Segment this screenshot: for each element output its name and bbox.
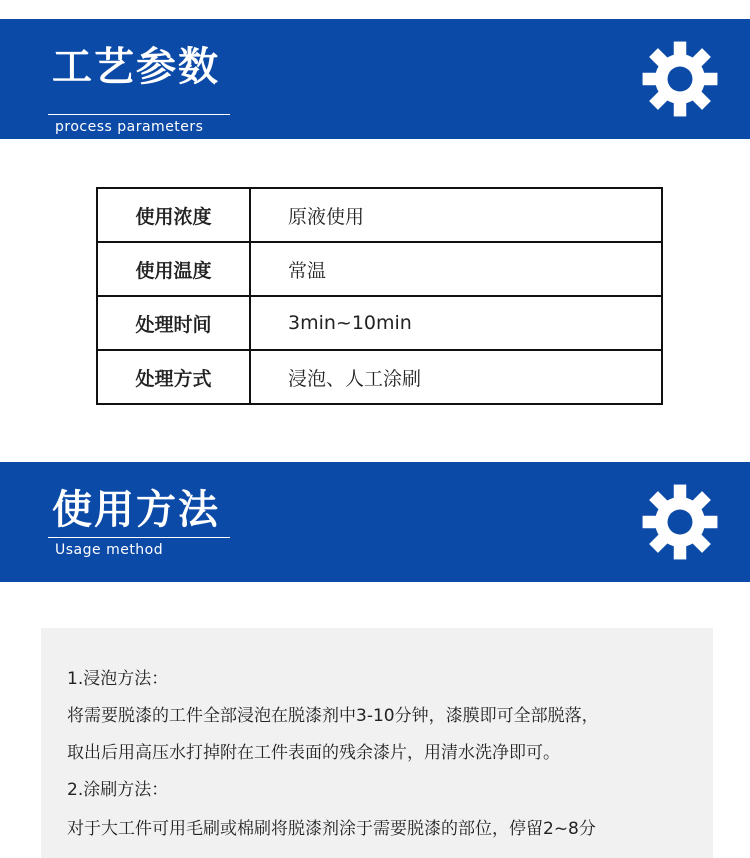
- title-underline: [48, 537, 230, 538]
- param-value: 3min~10min: [250, 296, 662, 350]
- table-row: [97, 242, 662, 296]
- method-text-line: 取出后用高压水打掉附在工件表面的残余漆片，用清水洗净即可。: [67, 743, 560, 763]
- gear-icon: [641, 483, 719, 561]
- section-title: 工艺参数: [52, 44, 220, 90]
- parameters-table: [96, 187, 663, 405]
- param-key: 使用温度: [97, 242, 250, 296]
- section-subtitle: process parameters: [55, 119, 204, 135]
- param-key: 处理时间: [97, 296, 250, 350]
- usage-method-panel: [41, 628, 713, 858]
- section-banner-usage-method: [0, 462, 750, 582]
- method-heading-soak: 1.浸泡方法：: [67, 669, 169, 689]
- param-value: 常温: [250, 242, 662, 296]
- param-key: 使用浓度: [97, 188, 250, 242]
- param-key: 处理方式: [97, 350, 250, 404]
- section-banner-process-parameters: [0, 19, 750, 139]
- param-value: 原液使用: [250, 188, 662, 242]
- table-row: [97, 296, 662, 350]
- method-text-line: 对于大工件可用毛刷或棉刷将脱漆剂涂于需要脱漆的部位，停留2~8分: [67, 819, 596, 839]
- table-row: [97, 188, 662, 242]
- gear-icon: [641, 40, 719, 118]
- section-subtitle: Usage method: [55, 542, 164, 558]
- title-underline: [48, 114, 230, 115]
- section-title: 使用方法: [52, 487, 220, 533]
- method-text-line: 将需要脱漆的工件全部浸泡在脱漆剂中3-10分钟，漆膜即可全部脱落，: [67, 706, 599, 726]
- table-row: [97, 350, 662, 404]
- method-heading-brush: 2.涂刷方法：: [67, 780, 169, 800]
- param-value: 浸泡、人工涂刷: [250, 350, 662, 404]
